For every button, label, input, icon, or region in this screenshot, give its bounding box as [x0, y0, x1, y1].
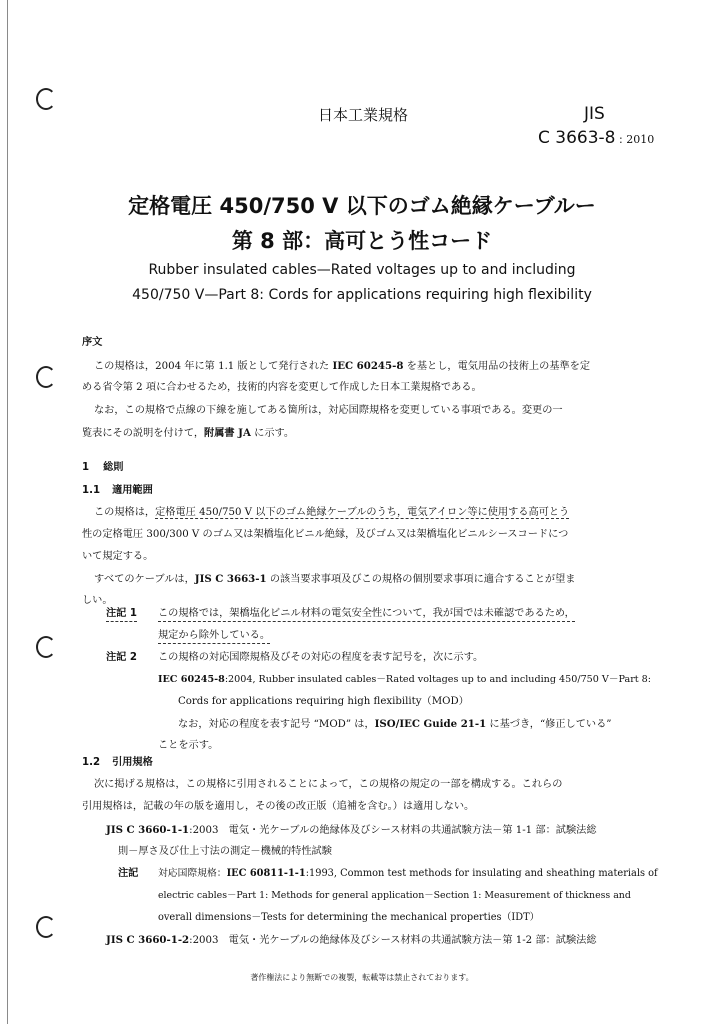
- punch-hole-icon: [36, 636, 56, 658]
- scope-p2-line1: [94, 572, 575, 587]
- preface-p2-line1: なお，この規格で点線の下線を施してある箇所は，対応国際規格を変更している事項である。変更の一: [94, 405, 563, 416]
- ref-1-line2: 則－厚さ及び仕上寸法の測定－機械的特性試験: [118, 846, 332, 857]
- ref-iso-iec-guide-21-1: ISO/IEC Guide 21-1: [374, 718, 487, 730]
- section-1-2-heading: [82, 756, 153, 770]
- section-number: 1: [82, 462, 90, 473]
- text-run: :1993, Common test methods for insulating and sheathing materials of: [305, 868, 658, 879]
- section-number: 1.2: [82, 757, 101, 768]
- text-run: すべてのケーブルは，: [94, 574, 195, 585]
- note-2-line5: ことを示す。: [158, 740, 219, 751]
- section-title: 総則: [103, 462, 124, 473]
- ref-iec-60245-8: IEC 60245-8: [158, 674, 225, 685]
- refs-p1-line2: 引用規格は，記載の年の版を適用し，その後の改正版（追補を含む。）は適用しない。: [82, 801, 475, 812]
- preface-p1-line2: める省令第 2 項に合わせるため，技術的内容を変更して作成した日本工業規格である。: [82, 382, 482, 393]
- text-run: なお，対応の程度を表す記号 “MOD” は，: [178, 719, 375, 730]
- ref-iec-60811-1-1: IEC 60811-1-1: [226, 868, 306, 879]
- note-1-line1: この規格では，架橋塩化ビニル材料の電気安全性について，我が国では未確認であるため，: [158, 607, 575, 622]
- ref-annex-ja: 附属書 JA: [204, 427, 251, 439]
- text-run: この規格は，: [94, 507, 156, 518]
- text-run: 対応国際規格：: [158, 868, 227, 879]
- section-1-1-heading: [82, 484, 153, 498]
- text-run: に示す。: [250, 428, 295, 439]
- text-run: に基づき，“修正している”: [486, 719, 612, 730]
- standard-year: 2010: [626, 133, 655, 146]
- binder-edge-line: [7, 0, 8, 1024]
- ref-jis-c-3660-1-1: JIS C 3660-1-1: [106, 824, 190, 836]
- text-run: 覧表にその説明を付けて，: [82, 428, 205, 439]
- scope-p1-line1: [94, 506, 569, 520]
- modified-text-dotted: 定格電圧 450/750 V 以下のゴム絶縁ケーブルのうち，電気アイロン等に使用する高可とう: [155, 507, 570, 518]
- note-2-label: 注記 2: [106, 652, 138, 663]
- text-run: この規格は，2004 年に第 1.1 版として発行された: [94, 361, 333, 372]
- note-1-label: 注記 1: [106, 607, 137, 622]
- standard-number: C 3663-8: [538, 128, 616, 148]
- punch-hole-icon: [36, 916, 56, 938]
- section-1-heading: [82, 461, 123, 475]
- title-ja-line1: 定格電圧 450/750 V 以下のゴム絶縁ケーブルー: [128, 194, 596, 218]
- preface-p2-line2: [82, 426, 294, 441]
- header-org: 日本工業規格: [318, 106, 409, 124]
- refs-note-line3: overall dimensions－Tests for determining the mechanical properties（IDT）: [158, 912, 540, 923]
- note-2-line2: [158, 673, 651, 687]
- header-jis-label: JIS: [584, 104, 605, 124]
- ref-1-line1: [106, 823, 597, 838]
- section-title: 適用範囲: [112, 485, 153, 496]
- title-en-line1: Rubber insulated cables—Rated voltages up to and including: [148, 262, 576, 278]
- text-run: :2004, Rubber insulated cables－Rated voltages up to and including 450/750 V－Part 8:: [224, 674, 652, 685]
- section-number: 1.1: [82, 485, 101, 496]
- punch-hole-icon: [36, 366, 56, 388]
- refs-p1-line1: 次に掲げる規格は，この規格に引用されることによって，この規格の規定の一部を構成する。これらの: [94, 779, 563, 790]
- ref-iec-60245-8: IEC 60245-8: [332, 360, 404, 372]
- text-run: :2003 電気・光ケーブルの絶縁体及びシース材料の共通試験方法－第 1-2 部：試験法総: [189, 935, 597, 946]
- ref-jis-c-3663-1: JIS C 3663-1: [194, 573, 267, 585]
- text-run: :2003 電気・光ケーブルの絶縁体及びシース材料の共通試験方法－第 1-1 部：試験法総: [189, 825, 597, 836]
- note-2-line4: [178, 717, 612, 732]
- copyright-notice: 著作権法により無断での複製，転載等は禁止されております。: [250, 973, 474, 982]
- ref-jis-c-3660-1-2: JIS C 3660-1-2: [106, 934, 190, 946]
- punch-hole-icon: [36, 88, 56, 110]
- title-en-line2: 450/750 V—Part 8: Cords for applications requiring high flexibility: [132, 287, 592, 303]
- scope-p1-line2: 性の定格電圧 300/300 V のゴム又は架橋塩化ビニル絶縁，及びゴム又は架橋塩化ビニルシースコードにつ: [82, 529, 569, 540]
- note-2-line3: Cords for applications requiring high flexibility（MOD）: [178, 696, 469, 707]
- refs-note-label: 注記: [118, 868, 139, 879]
- note-2-line1: この規格の対応国際規格及びその対応の程度を表す記号を，次に示す。: [158, 652, 484, 663]
- scope-p1-line3: いて規定する。: [82, 551, 154, 562]
- preface-heading: 序文: [82, 337, 103, 348]
- refs-note-line2: electric cables－Part 1: Methods for general application－Section 1: Measurement of thickness and: [158, 890, 631, 901]
- text-run: を基とし，電気用品の技術上の基準を定: [403, 361, 591, 372]
- text-run: の該当要求事項及びこの規格の個別要求事項に適合することが望ま: [266, 574, 576, 585]
- refs-note-line1: [158, 867, 658, 881]
- scope-p2-line2: しい。: [82, 595, 113, 606]
- header-standard-number: C 3663-8 : 2010: [538, 128, 655, 148]
- title-ja-line2: 第 8 部：高可とう性コード: [231, 229, 493, 253]
- ref-2-line1: [106, 933, 597, 948]
- section-title: 引用規格: [112, 757, 153, 768]
- preface-p1-line1: [94, 359, 590, 374]
- note-1-line2: 規定から除外している。: [158, 629, 270, 644]
